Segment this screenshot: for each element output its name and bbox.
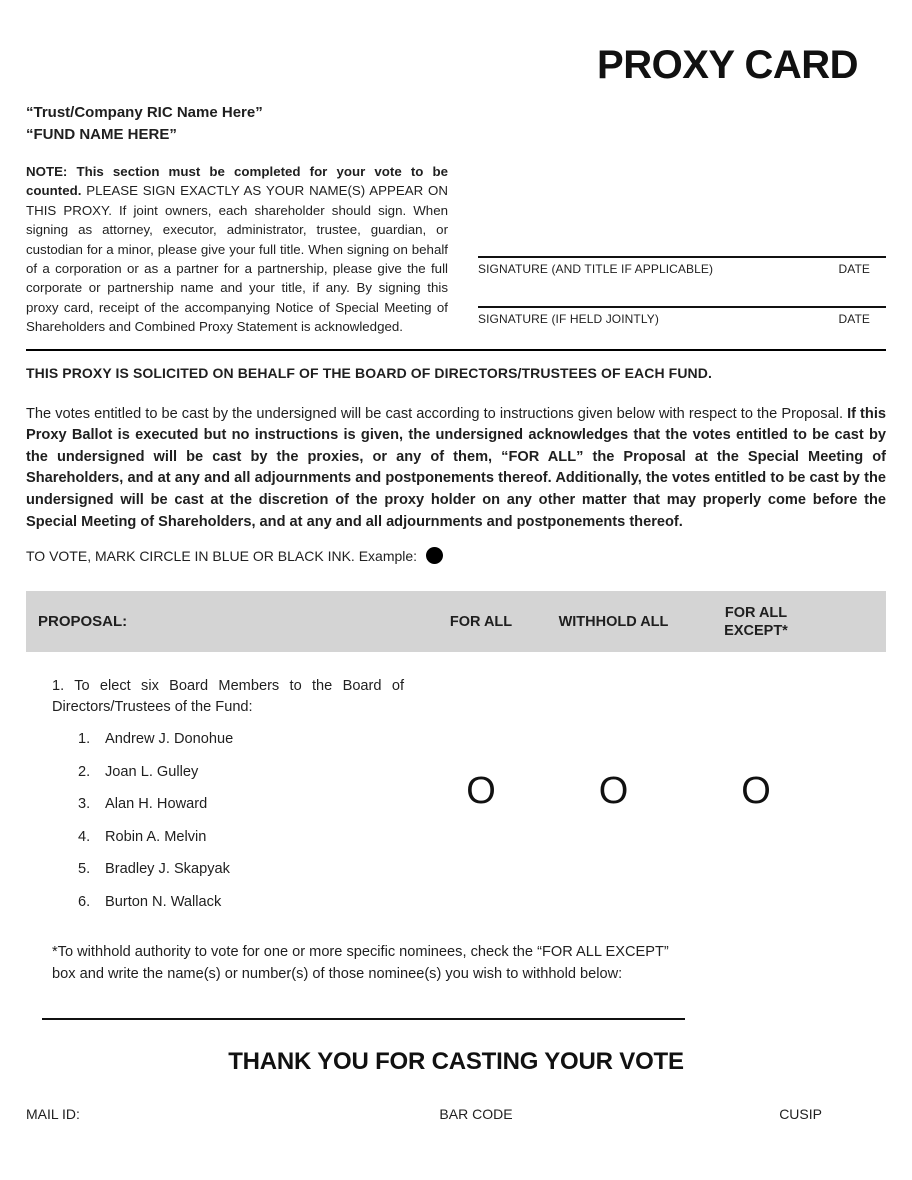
for-all-mark-cell: [421, 652, 541, 926]
mark-instruction-row: [26, 548, 886, 564]
nominee-name: Robin A. Melvin: [105, 828, 207, 845]
ballot-body: [26, 652, 886, 926]
nominee-number: 4.: [78, 828, 91, 845]
voting-instructions-paragraph: [26, 404, 886, 534]
proposal-content: [26, 652, 421, 926]
nominee-number: 6.: [78, 893, 91, 910]
solicitation-statement: THIS PROXY IS SOLICITED ON BEHALF OF THE BOARD OF DIRECTORS/TRUSTEES OF EACH FUND.: [26, 364, 712, 381]
instructions-bold: If this Proxy Ballot is executed but no instructions is given, the undersigned acknowledges that the votes entitled to be cast by the undersigned will be cast by the proxies, or any of them, “FOR ALL” the Proposal at the Special Meeting of Shareholders, and at any and all adjournments and postponements thereof. Additionally, the votes entitled to be cast by the undersigned will be cast at the discretion of the proxy holder on any other matter that may properly come before the Special Meeting of Shareholders, and at any and all adjournments and postponements thereof.: [26, 405, 886, 530]
list-item: [52, 796, 421, 812]
filled-circle-example-icon: [426, 547, 443, 564]
trust-company-name: “Trust/Company RIC Name Here”: [26, 104, 263, 121]
date-label-joint: DATE: [838, 312, 870, 326]
nominee-number: 5.: [78, 861, 91, 878]
proposal-column-header: PROPOSAL:: [38, 612, 128, 630]
withhold-all-column-header: WITHHOLD ALL: [558, 613, 669, 630]
mark-instruction-text: TO VOTE, MARK CIRCLE IN BLUE OR BLACK INK. Example:: [26, 548, 418, 565]
list-item: [52, 829, 421, 845]
for-all-vote-circle[interactable]: O: [466, 770, 496, 813]
proposal-text: 1. To elect six Board Members to the Board of Directors/Trustees of the Fund:: [52, 678, 404, 716]
signature-labels-joint: [478, 308, 886, 326]
list-item: [52, 731, 421, 747]
list-item: [52, 894, 421, 910]
nominee-list: [52, 731, 421, 910]
nominee-number: 2.: [78, 763, 91, 780]
for-all-except-column-header: FOR ALL EXCEPT*: [724, 604, 788, 639]
nominee-name: Bradley J. Skapyak: [105, 861, 230, 878]
note-paragraph: [26, 162, 448, 337]
list-item: [52, 861, 421, 877]
bar-code-label: BAR CODE: [439, 1106, 513, 1123]
cusip-label: CUSIP: [779, 1106, 822, 1123]
nominee-name: Joan L. Gulley: [105, 763, 199, 780]
fund-name: “FUND NAME HERE”: [26, 126, 177, 143]
page-title: PROXY CARD: [597, 43, 858, 87]
entity-names: [26, 102, 886, 146]
for-all-column-header: FOR ALL: [449, 613, 513, 630]
note-bold-intro: NOTE: This section must be completed for your vote to be counted.: [26, 164, 448, 199]
signature-section: [26, 162, 886, 337]
withhold-all-mark-cell: [541, 652, 686, 926]
nominee-name: Andrew J. Donohue: [105, 731, 234, 748]
instructions-normal: The votes entitled to be cast by the undersigned will be cast according to instructions given below with respect to the Proposal.: [26, 405, 848, 422]
list-item: [52, 764, 421, 780]
signature-block-joint: [478, 306, 886, 326]
note-body: PLEASE SIGN EXACTLY AS YOUR NAME(S) APPEAR ON THIS PROXY. If joint owners, each shareholder should sign. When signing as attorney, executor, administrator, trustee, guardian, or custodian for a minor, please give your full title. When signing on behalf of a corporation or as a partner for a partnership, please give the full corporate or partnership name and your title, if any. By signing this proxy card, receipt of the accompanying Notice of Special Meeting of Shareholders and Combined Proxy Statement is acknowledged.: [26, 183, 448, 335]
signature-labels-primary: [478, 258, 886, 276]
nominee-number: 3.: [78, 796, 91, 813]
footer-row: [26, 1106, 886, 1122]
withhold-footnote: *To withhold authority to vote for one or more specific nominees, check the “FOR ALL EXCEPT” box and write the name(s) or number(s) of those nominee(s) you wish to withhold below:: [52, 944, 669, 982]
ballot-header-bar: [26, 591, 886, 652]
for-all-except-mark-cell: [686, 652, 826, 926]
mail-id-label: MAIL ID:: [26, 1106, 80, 1123]
nominee-number: 1.: [78, 731, 91, 748]
thank-you-message: THANK YOU FOR CASTING YOUR VOTE: [228, 1048, 684, 1076]
date-label-primary: DATE: [838, 262, 870, 276]
withhold-all-vote-circle[interactable]: O: [598, 770, 629, 813]
nominee-name: Burton N. Wallack: [105, 893, 222, 910]
withhold-writein-line[interactable]: [42, 1018, 685, 1020]
signature-column: [478, 162, 886, 337]
nominee-name: Alan H. Howard: [105, 796, 208, 813]
signature-joint-label: SIGNATURE (IF HELD JOINTLY): [478, 312, 659, 326]
section-divider: [26, 349, 886, 351]
signature-block-primary: [478, 256, 886, 276]
signature-title-label: SIGNATURE (AND TITLE IF APPLICABLE): [478, 262, 714, 276]
for-all-except-vote-circle[interactable]: O: [741, 770, 771, 813]
